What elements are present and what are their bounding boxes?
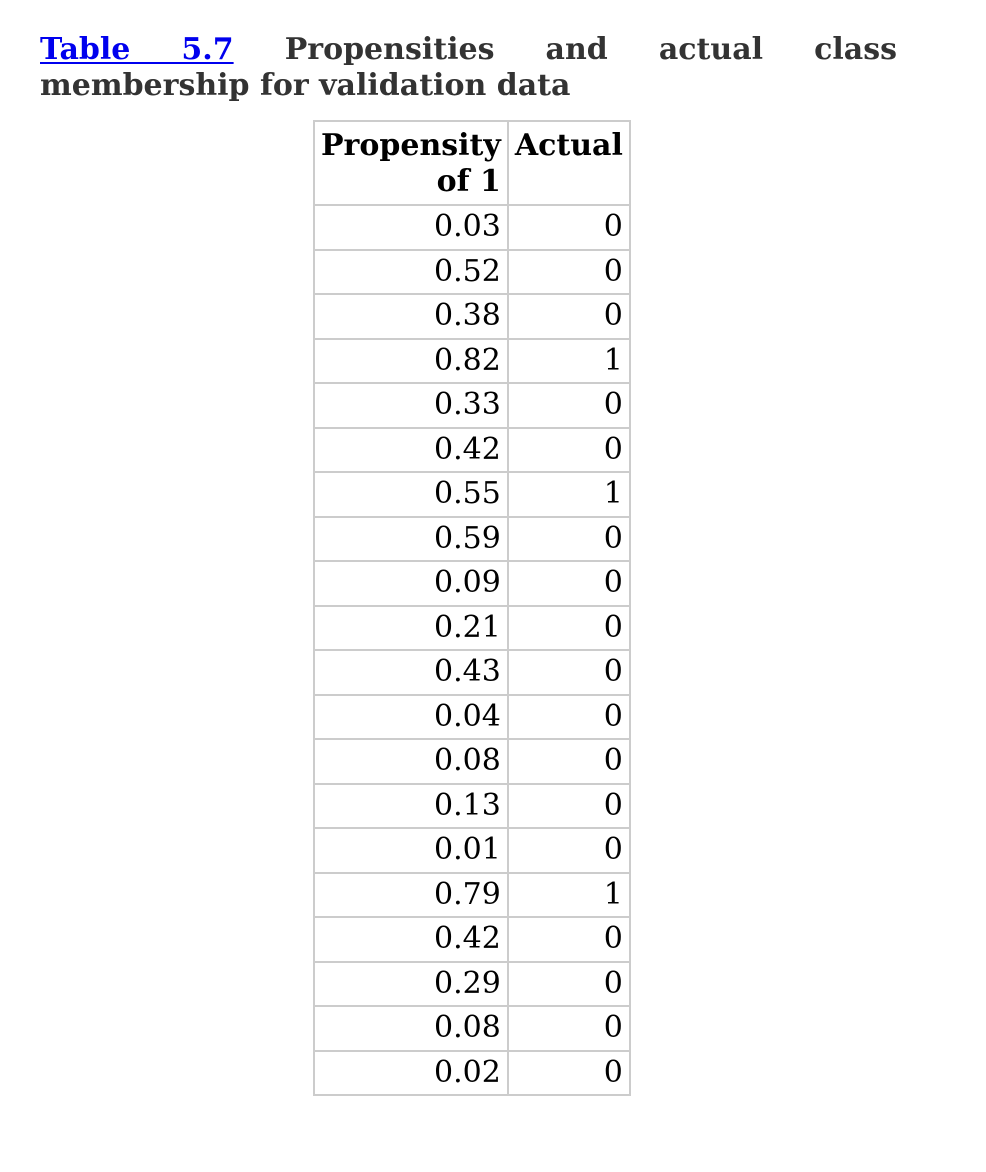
actual-cell: 0	[508, 294, 630, 339]
table-row	[314, 517, 630, 562]
actual-cell: 0	[508, 383, 630, 428]
table-row	[314, 873, 630, 918]
actual-cell: 1	[508, 339, 630, 384]
table-row	[314, 917, 630, 962]
table-row	[314, 428, 630, 473]
propensity-cell: 0.08	[314, 739, 508, 784]
propensity-cell: 0.55	[314, 472, 508, 517]
table-row	[314, 695, 630, 740]
table-row	[314, 1051, 630, 1096]
propensity-cell: 0.82	[314, 339, 508, 384]
propensity-cell: 0.01	[314, 828, 508, 873]
propensity-cell: 0.38	[314, 294, 508, 339]
propensity-cell: 0.21	[314, 606, 508, 651]
header-row	[314, 121, 630, 205]
table-body	[314, 205, 630, 1095]
table-row	[314, 250, 630, 295]
table-row	[314, 962, 630, 1007]
table-caption	[40, 32, 897, 104]
actual-cell: 1	[508, 873, 630, 918]
actual-cell: 1	[508, 472, 630, 517]
actual-cell: 0	[508, 250, 630, 295]
table-row	[314, 383, 630, 428]
caption-text: Propensities and actual class membership for validation data	[40, 32, 897, 103]
propensity-cell: 0.52	[314, 250, 508, 295]
propensity-cell: 0.43	[314, 650, 508, 695]
propensity-cell: 0.59	[314, 517, 508, 562]
table-row	[314, 739, 630, 784]
table-row	[314, 828, 630, 873]
table-row	[314, 784, 630, 829]
propensity-cell: 0.02	[314, 1051, 508, 1096]
actual-cell: 0	[508, 962, 630, 1007]
actual-cell: 0	[508, 695, 630, 740]
propensity-cell: 0.29	[314, 962, 508, 1007]
table-row	[314, 606, 630, 651]
propensity-cell: 0.79	[314, 873, 508, 918]
table-reference-link[interactable]: Table 5.7	[40, 32, 234, 67]
actual-cell: 0	[508, 650, 630, 695]
propensity-table	[313, 120, 631, 1096]
table-row	[314, 561, 630, 606]
actual-cell: 0	[508, 428, 630, 473]
table-row	[314, 205, 630, 250]
actual-cell: 0	[508, 1006, 630, 1051]
header-actual: Actual	[508, 121, 630, 205]
propensity-cell: 0.08	[314, 1006, 508, 1051]
propensity-cell: 0.13	[314, 784, 508, 829]
actual-cell: 0	[508, 205, 630, 250]
actual-cell: 0	[508, 561, 630, 606]
actual-cell: 0	[508, 517, 630, 562]
table-row	[314, 650, 630, 695]
actual-cell: 0	[508, 784, 630, 829]
table-row	[314, 1006, 630, 1051]
propensity-cell: 0.33	[314, 383, 508, 428]
table-row	[314, 294, 630, 339]
actual-cell: 0	[508, 917, 630, 962]
actual-cell: 0	[508, 1051, 630, 1096]
propensity-cell: 0.03	[314, 205, 508, 250]
table-row	[314, 472, 630, 517]
actual-cell: 0	[508, 606, 630, 651]
propensity-cell: 0.42	[314, 917, 508, 962]
propensity-cell: 0.04	[314, 695, 508, 740]
actual-cell: 0	[508, 739, 630, 784]
table-row	[314, 339, 630, 384]
actual-cell: 0	[508, 828, 630, 873]
header-propensity: Propensity of 1	[314, 121, 508, 205]
propensity-cell: 0.42	[314, 428, 508, 473]
propensity-cell: 0.09	[314, 561, 508, 606]
